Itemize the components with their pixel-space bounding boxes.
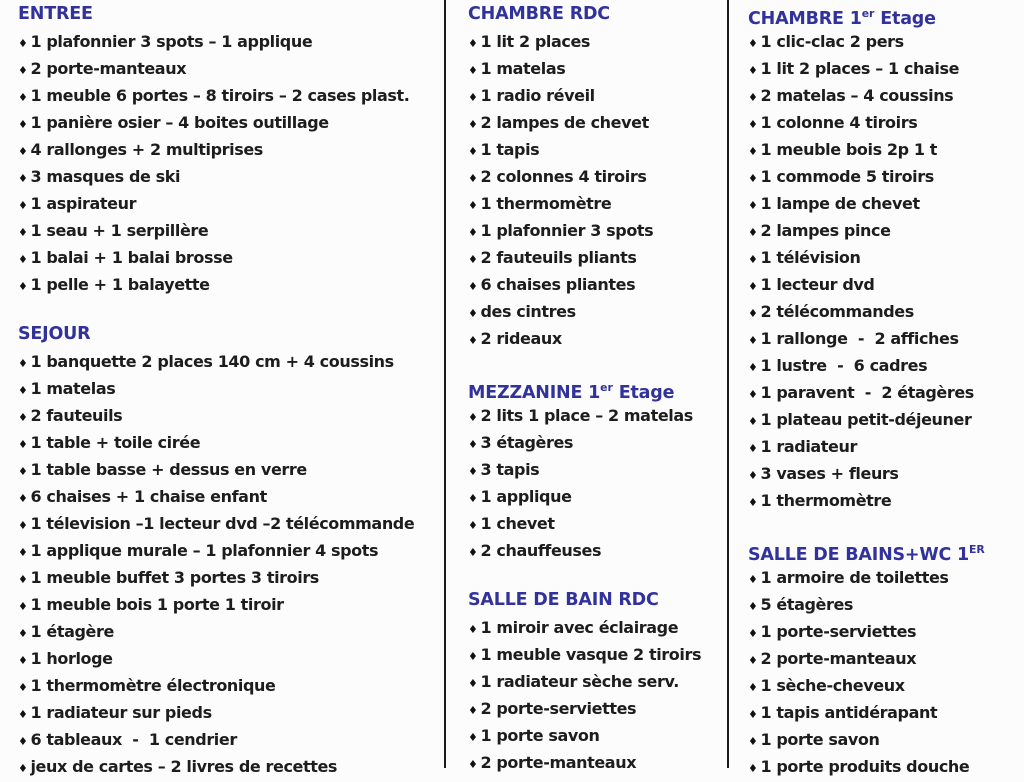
section-title bbox=[18, 2, 440, 28]
diamond-bullet-icon: ♦ bbox=[468, 465, 478, 478]
list-item bbox=[18, 348, 440, 375]
list-item bbox=[18, 618, 440, 645]
diamond-bullet-icon: ♦ bbox=[468, 546, 478, 559]
list-item bbox=[748, 325, 1016, 352]
diamond-bullet-icon: ♦ bbox=[748, 64, 758, 77]
item-text: 4 rallonges + 2 multiprises bbox=[30, 140, 263, 159]
list-item bbox=[18, 699, 440, 726]
list-item bbox=[18, 564, 440, 591]
section bbox=[468, 588, 722, 776]
section-title bbox=[748, 2, 1016, 28]
section-title-text: CHAMBRE RDC bbox=[468, 4, 610, 24]
item-text: 1 clic-clac 2 pers bbox=[760, 32, 904, 51]
list-item bbox=[468, 190, 722, 217]
item-text: 1 thermomètre bbox=[480, 194, 612, 213]
diamond-bullet-icon: ♦ bbox=[748, 469, 758, 482]
item-text: 1 porte produits douche bbox=[760, 757, 970, 776]
diamond-bullet-icon: ♦ bbox=[468, 438, 478, 451]
item-text: 1 radiateur bbox=[760, 437, 857, 456]
item-text: 1 radiateur sèche serv. bbox=[480, 672, 679, 691]
diamond-bullet-icon: ♦ bbox=[18, 681, 28, 694]
section-title-text: SALLE DE BAIN RDC bbox=[468, 590, 659, 610]
item-text: 1 seau + 1 serpillère bbox=[30, 221, 209, 240]
item-text: 1 meuble bois 2p 1 t bbox=[760, 140, 937, 159]
diamond-bullet-icon: ♦ bbox=[18, 411, 28, 424]
column-divider bbox=[727, 0, 729, 768]
diamond-bullet-icon: ♦ bbox=[18, 172, 28, 185]
list-item bbox=[18, 271, 440, 298]
item-text: 1 colonne 4 tiroirs bbox=[760, 113, 918, 132]
item-text: 1 chevet bbox=[480, 514, 555, 533]
item-text: 2 porte-manteaux bbox=[760, 649, 917, 668]
section-title-text: MEZZANINE 1 bbox=[468, 382, 601, 403]
item-text: 2 chauffeuses bbox=[480, 541, 602, 560]
item-text: 1 panière osier – 4 boites outillage bbox=[30, 113, 329, 132]
list-item bbox=[748, 163, 1016, 190]
diamond-bullet-icon: ♦ bbox=[748, 762, 758, 775]
diamond-bullet-icon: ♦ bbox=[468, 677, 478, 690]
diamond-bullet-icon: ♦ bbox=[748, 253, 758, 266]
item-text: 2 rideaux bbox=[480, 329, 562, 348]
diamond-bullet-icon: ♦ bbox=[748, 118, 758, 131]
list-item bbox=[748, 136, 1016, 163]
item-text: 1 radiateur sur pieds bbox=[30, 703, 212, 722]
list-item bbox=[468, 136, 722, 163]
diamond-bullet-icon: ♦ bbox=[18, 37, 28, 50]
item-text: 1 lecteur dvd bbox=[760, 275, 875, 294]
diamond-bullet-icon: ♦ bbox=[468, 253, 478, 266]
item-text: 1 commode 5 tiroirs bbox=[760, 167, 934, 186]
diamond-bullet-icon: ♦ bbox=[468, 334, 478, 347]
diamond-bullet-icon: ♦ bbox=[748, 388, 758, 401]
item-text: 6 chaises + 1 chaise enfant bbox=[30, 487, 267, 506]
list-item bbox=[18, 645, 440, 672]
diamond-bullet-icon: ♦ bbox=[18, 64, 28, 77]
item-text: 1 matelas bbox=[480, 59, 566, 78]
item-text: 1 table basse + dessus en verre bbox=[30, 460, 307, 479]
item-text: 2 lampes pince bbox=[760, 221, 891, 240]
item-text: 1 porte savon bbox=[760, 730, 880, 749]
item-text: 3 tapis bbox=[480, 460, 540, 479]
item-text: 1 meuble buffet 3 portes 3 tiroirs bbox=[30, 568, 319, 587]
item-text: 1 télevision –1 lecteur dvd –2 télécommande bbox=[30, 514, 415, 533]
list-item bbox=[748, 672, 1016, 699]
item-text: 1 étagère bbox=[30, 622, 114, 641]
item-text: 1 lustre - 6 cadres bbox=[760, 356, 928, 375]
list-item bbox=[18, 672, 440, 699]
list-item bbox=[748, 591, 1016, 618]
item-text: 1 porte savon bbox=[480, 726, 600, 745]
list-item bbox=[468, 483, 722, 510]
diamond-bullet-icon: ♦ bbox=[468, 226, 478, 239]
diamond-bullet-icon: ♦ bbox=[18, 546, 28, 559]
diamond-bullet-icon: ♦ bbox=[18, 600, 28, 613]
item-text: 2 lits 1 place – 2 matelas bbox=[480, 406, 693, 425]
diamond-bullet-icon: ♦ bbox=[468, 492, 478, 505]
diamond-bullet-icon: ♦ bbox=[18, 384, 28, 397]
list-item bbox=[748, 244, 1016, 271]
list-item bbox=[748, 699, 1016, 726]
list-item bbox=[748, 55, 1016, 82]
diamond-bullet-icon: ♦ bbox=[748, 226, 758, 239]
diamond-bullet-icon: ♦ bbox=[18, 253, 28, 266]
item-text: 1 aspirateur bbox=[30, 194, 137, 213]
diamond-bullet-icon: ♦ bbox=[748, 681, 758, 694]
diamond-bullet-icon: ♦ bbox=[468, 37, 478, 50]
list-item bbox=[748, 28, 1016, 55]
list-item bbox=[468, 614, 722, 641]
diamond-bullet-icon: ♦ bbox=[748, 91, 758, 104]
item-text: 1 horloge bbox=[30, 649, 113, 668]
item-text: 1 lit 2 places bbox=[480, 32, 591, 51]
item-text: 1 tapis antidérapant bbox=[760, 703, 938, 722]
section-title bbox=[18, 322, 440, 348]
diamond-bullet-icon: ♦ bbox=[748, 600, 758, 613]
diamond-bullet-icon: ♦ bbox=[468, 64, 478, 77]
item-text: 1 paravent - 2 étagères bbox=[760, 383, 974, 402]
list-item bbox=[468, 456, 722, 483]
section bbox=[468, 376, 722, 564]
section bbox=[748, 538, 1016, 780]
item-text: 1 miroir avec éclairage bbox=[480, 618, 679, 637]
diamond-bullet-icon: ♦ bbox=[468, 731, 478, 744]
list-item bbox=[18, 55, 440, 82]
diamond-bullet-icon: ♦ bbox=[468, 280, 478, 293]
section-title-superscript: er bbox=[600, 381, 613, 394]
list-item bbox=[468, 510, 722, 537]
section-title bbox=[468, 376, 722, 402]
diamond-bullet-icon: ♦ bbox=[468, 704, 478, 717]
diamond-bullet-icon: ♦ bbox=[468, 172, 478, 185]
diamond-bullet-icon: ♦ bbox=[748, 442, 758, 455]
diamond-bullet-icon: ♦ bbox=[748, 415, 758, 428]
item-text: 1 banquette 2 places 140 cm + 4 coussins bbox=[30, 352, 394, 371]
list-item bbox=[468, 109, 722, 136]
list-item bbox=[748, 753, 1016, 780]
list-item bbox=[748, 271, 1016, 298]
list-item bbox=[468, 402, 722, 429]
list-item bbox=[468, 641, 722, 668]
diamond-bullet-icon: ♦ bbox=[748, 708, 758, 721]
item-text: 1 lampe de chevet bbox=[760, 194, 920, 213]
diamond-bullet-icon: ♦ bbox=[468, 91, 478, 104]
item-text: 1 thermomètre électronique bbox=[30, 676, 276, 695]
section-title-superscript: er bbox=[861, 7, 875, 20]
item-text: 1 meuble 6 portes – 8 tiroirs – 2 cases plast. bbox=[30, 86, 410, 105]
list-item bbox=[748, 726, 1016, 753]
list-item bbox=[468, 429, 722, 456]
diamond-bullet-icon: ♦ bbox=[18, 627, 28, 640]
list-item bbox=[468, 163, 722, 190]
section-title-text: SEJOUR bbox=[18, 324, 91, 344]
diamond-bullet-icon: ♦ bbox=[468, 411, 478, 424]
item-text: 6 tableaux - 1 cendrier bbox=[30, 730, 237, 749]
diamond-bullet-icon: ♦ bbox=[748, 37, 758, 50]
diamond-bullet-icon: ♦ bbox=[468, 307, 478, 320]
item-text: 1 armoire de toilettes bbox=[760, 568, 949, 587]
item-text: 1 table + toile cirée bbox=[30, 433, 201, 452]
item-text: 1 lit 2 places – 1 chaise bbox=[760, 59, 960, 78]
diamond-bullet-icon: ♦ bbox=[18, 465, 28, 478]
item-text: 1 thermomètre bbox=[760, 491, 892, 510]
item-text: 2 porte-manteaux bbox=[480, 753, 637, 772]
diamond-bullet-icon: ♦ bbox=[18, 199, 28, 212]
column-entree-sejour bbox=[18, 2, 440, 780]
diamond-bullet-icon: ♦ bbox=[468, 118, 478, 131]
section-title bbox=[468, 588, 722, 614]
list-item bbox=[18, 591, 440, 618]
list-item bbox=[748, 433, 1016, 460]
list-item bbox=[468, 668, 722, 695]
item-text: 1 meuble vasque 2 tiroirs bbox=[480, 645, 702, 664]
item-text: 1 pelle + 1 balayette bbox=[30, 275, 210, 294]
list-item bbox=[468, 298, 722, 325]
item-text: 1 plateau petit-déjeuner bbox=[760, 410, 972, 429]
list-item bbox=[748, 190, 1016, 217]
column-chambre-1er-etage bbox=[748, 2, 1016, 780]
section-title bbox=[748, 538, 1016, 564]
list-item bbox=[18, 375, 440, 402]
list-item bbox=[18, 753, 440, 780]
list-item bbox=[18, 726, 440, 753]
item-text: 1 applique bbox=[480, 487, 572, 506]
item-text: 1 rallonge - 2 affiches bbox=[760, 329, 959, 348]
list-item bbox=[18, 217, 440, 244]
section-title-text: CHAMBRE 1 bbox=[748, 8, 862, 29]
item-text: 3 étagères bbox=[480, 433, 574, 452]
list-item bbox=[468, 55, 722, 82]
item-text: 1 porte-serviettes bbox=[760, 622, 917, 641]
diamond-bullet-icon: ♦ bbox=[18, 145, 28, 158]
item-text: 2 télécommandes bbox=[760, 302, 914, 321]
section bbox=[18, 2, 440, 298]
list-item bbox=[748, 298, 1016, 325]
item-text: 1 télévision bbox=[760, 248, 861, 267]
diamond-bullet-icon: ♦ bbox=[468, 623, 478, 636]
section bbox=[18, 322, 440, 780]
list-item bbox=[468, 325, 722, 352]
list-item bbox=[468, 82, 722, 109]
section-title-text: SALLE DE BAINS+WC 1 bbox=[748, 544, 969, 565]
diamond-bullet-icon: ♦ bbox=[748, 334, 758, 347]
item-text: 2 fauteuils pliants bbox=[480, 248, 637, 267]
item-text: 2 matelas – 4 coussins bbox=[760, 86, 954, 105]
list-item bbox=[468, 271, 722, 298]
diamond-bullet-icon: ♦ bbox=[748, 735, 758, 748]
item-text: 1 plafonnier 3 spots bbox=[480, 221, 654, 240]
list-item bbox=[18, 456, 440, 483]
diamond-bullet-icon: ♦ bbox=[18, 118, 28, 131]
diamond-bullet-icon: ♦ bbox=[748, 496, 758, 509]
section-title bbox=[468, 2, 722, 28]
section bbox=[748, 2, 1016, 514]
list-item bbox=[748, 379, 1016, 406]
diamond-bullet-icon: ♦ bbox=[748, 280, 758, 293]
item-text: 1 meuble bois 1 porte 1 tiroir bbox=[30, 595, 284, 614]
list-item bbox=[18, 244, 440, 271]
section bbox=[468, 2, 722, 352]
item-text: 1 matelas bbox=[30, 379, 116, 398]
diamond-bullet-icon: ♦ bbox=[18, 438, 28, 451]
diamond-bullet-icon: ♦ bbox=[18, 519, 28, 532]
item-text: 2 fauteuils bbox=[30, 406, 123, 425]
list-item bbox=[748, 460, 1016, 487]
diamond-bullet-icon: ♦ bbox=[18, 573, 28, 586]
item-text: 1 plafonnier 3 spots – 1 applique bbox=[30, 32, 313, 51]
section-title-text: ENTREE bbox=[18, 4, 93, 24]
section-title-superscript: ER bbox=[969, 543, 985, 556]
diamond-bullet-icon: ♦ bbox=[748, 145, 758, 158]
list-item bbox=[18, 190, 440, 217]
diamond-bullet-icon: ♦ bbox=[18, 280, 28, 293]
list-item bbox=[748, 82, 1016, 109]
section-title-text: Etage bbox=[874, 8, 936, 29]
item-text: 1 sèche-cheveux bbox=[760, 676, 905, 695]
list-item bbox=[748, 406, 1016, 433]
list-item bbox=[748, 487, 1016, 514]
item-text: 6 chaises pliantes bbox=[480, 275, 636, 294]
list-item bbox=[748, 564, 1016, 591]
section-title-text: Etage bbox=[612, 382, 675, 403]
diamond-bullet-icon: ♦ bbox=[468, 519, 478, 532]
item-text: 1 radio réveil bbox=[480, 86, 595, 105]
list-item bbox=[18, 429, 440, 456]
item-text: 2 colonnes 4 tiroirs bbox=[480, 167, 647, 186]
item-text: 1 balai + 1 balai brosse bbox=[30, 248, 233, 267]
diamond-bullet-icon: ♦ bbox=[18, 492, 28, 505]
diamond-bullet-icon: ♦ bbox=[748, 307, 758, 320]
list-item bbox=[468, 217, 722, 244]
list-item bbox=[18, 163, 440, 190]
list-item bbox=[18, 537, 440, 564]
column-divider bbox=[444, 0, 446, 768]
item-text: 2 lampes de chevet bbox=[480, 113, 649, 132]
item-text: des cintres bbox=[480, 302, 576, 321]
item-text: 1 applique murale – 1 plafonnier 4 spots bbox=[30, 541, 379, 560]
diamond-bullet-icon: ♦ bbox=[748, 654, 758, 667]
list-item bbox=[18, 483, 440, 510]
list-item bbox=[468, 749, 722, 776]
list-item bbox=[748, 645, 1016, 672]
item-text: 3 vases + fleurs bbox=[760, 464, 899, 483]
diamond-bullet-icon: ♦ bbox=[18, 762, 28, 775]
list-item bbox=[18, 510, 440, 537]
item-text: 1 tapis bbox=[480, 140, 540, 159]
list-item bbox=[748, 217, 1016, 244]
diamond-bullet-icon: ♦ bbox=[468, 199, 478, 212]
list-item bbox=[468, 244, 722, 271]
item-text: 2 porte-manteaux bbox=[30, 59, 187, 78]
diamond-bullet-icon: ♦ bbox=[18, 226, 28, 239]
list-item bbox=[468, 28, 722, 55]
list-item bbox=[468, 537, 722, 564]
list-item bbox=[468, 722, 722, 749]
diamond-bullet-icon: ♦ bbox=[18, 357, 28, 370]
list-item bbox=[748, 352, 1016, 379]
diamond-bullet-icon: ♦ bbox=[748, 361, 758, 374]
list-item bbox=[18, 109, 440, 136]
list-item bbox=[18, 82, 440, 109]
diamond-bullet-icon: ♦ bbox=[18, 91, 28, 104]
diamond-bullet-icon: ♦ bbox=[468, 758, 478, 771]
item-text: jeux de cartes – 2 livres de recettes bbox=[30, 757, 338, 776]
list-item bbox=[748, 109, 1016, 136]
item-text: 5 étagères bbox=[760, 595, 854, 614]
column-chambre-rdc bbox=[468, 2, 722, 776]
diamond-bullet-icon: ♦ bbox=[468, 145, 478, 158]
list-item bbox=[468, 695, 722, 722]
diamond-bullet-icon: ♦ bbox=[468, 650, 478, 663]
diamond-bullet-icon: ♦ bbox=[748, 199, 758, 212]
list-item bbox=[748, 618, 1016, 645]
item-text: 3 masques de ski bbox=[30, 167, 181, 186]
diamond-bullet-icon: ♦ bbox=[18, 735, 28, 748]
diamond-bullet-icon: ♦ bbox=[748, 172, 758, 185]
diamond-bullet-icon: ♦ bbox=[748, 573, 758, 586]
list-item bbox=[18, 136, 440, 163]
list-item bbox=[18, 402, 440, 429]
list-item bbox=[18, 28, 440, 55]
diamond-bullet-icon: ♦ bbox=[18, 708, 28, 721]
item-text: 2 porte-serviettes bbox=[480, 699, 637, 718]
diamond-bullet-icon: ♦ bbox=[18, 654, 28, 667]
diamond-bullet-icon: ♦ bbox=[748, 627, 758, 640]
